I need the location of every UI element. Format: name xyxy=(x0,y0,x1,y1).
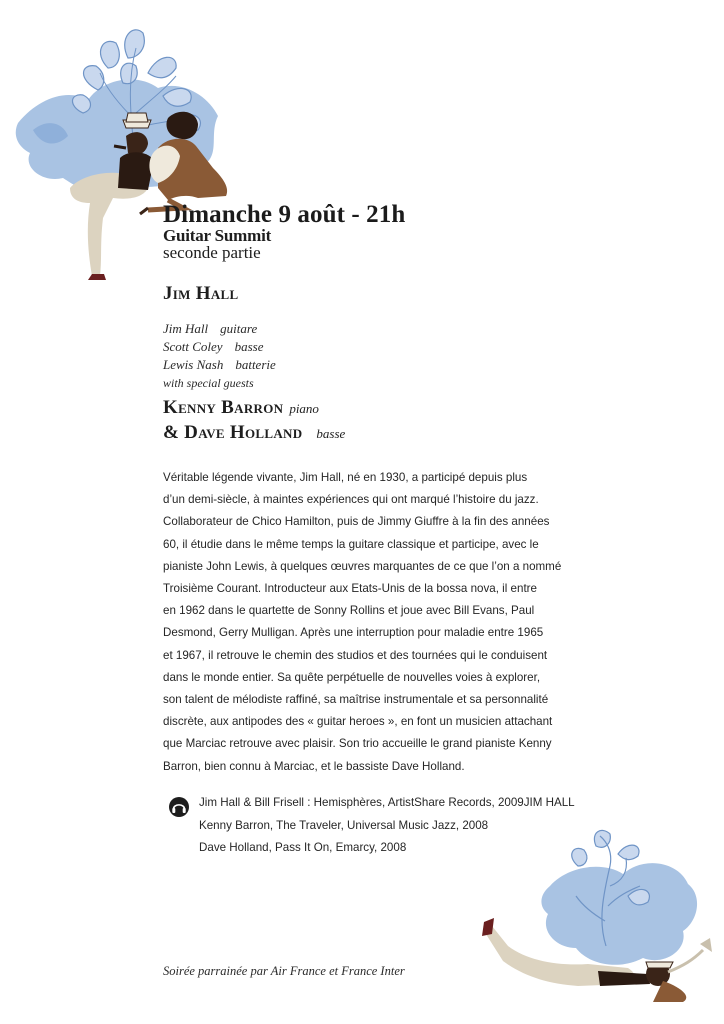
bio-line: 60, il étudie dans le même temps la guitare classique et participe, avec le xyxy=(163,537,539,551)
guest-name: Kenny Barron xyxy=(163,397,284,418)
headliner-name: Jim Hall xyxy=(163,283,239,304)
event-header xyxy=(163,201,663,262)
musician-instrument: batterie xyxy=(235,357,276,372)
headphones-icon xyxy=(168,796,190,818)
musician-name: Scott Coley xyxy=(163,339,223,354)
event-subtitle: seconde partie xyxy=(163,243,261,262)
lineup-row xyxy=(163,338,276,356)
bio-line: discrète, aux antipodes des « guitar heroes », en font un musicien attachant xyxy=(163,715,553,729)
guest-name: & Dave Holland xyxy=(163,422,303,443)
sponsor-footer: Soirée parrainée par Air France et France Inter xyxy=(163,964,405,978)
bio-line: Desmond, Gerry Mulligan. Après une interruption pour maladie entre 1965 xyxy=(163,626,544,640)
musician-name: Jim Hall xyxy=(163,321,209,336)
bio-line: Véritable légende vivante, Jim Hall, né en 1930, a participé depuis plus xyxy=(163,471,528,484)
lineup-row xyxy=(163,320,276,338)
guest-instrument: piano xyxy=(289,401,319,416)
bio-line: dans le monde entier. Sa quête perpétuelle de nouvelles voies à explorer, xyxy=(163,670,541,684)
discography-item: Dave Holland, Pass It On, Emarcy, 2008 xyxy=(199,841,407,855)
bio-line: Barron, bien connu à Marciac, et le bassiste Dave Holland. xyxy=(163,759,465,773)
bio-line: son talent de mélodiste raffiné, sa maîtrise instrumentale et sa personnalité xyxy=(163,693,549,707)
bio-line: en 1962 dans le quartette de Sonny Rollins et joue avec Bill Evans, Paul xyxy=(163,604,535,618)
bio-line: d’un demi-siècle, à maintes expériences qui ont marqué l’histoire du jazz. xyxy=(163,493,539,507)
lineup-list xyxy=(163,320,276,392)
discography-item: Jim Hall & Bill Frisell : Hemisphères, ArtistShare Records, 2009JIM HALL xyxy=(199,796,575,809)
discography-item: Kenny Barron, The Traveler, Universal Music Jazz, 2008 xyxy=(199,818,489,832)
guests-intro: with special guests xyxy=(163,376,254,390)
special-guest xyxy=(163,422,345,444)
bio-line: que Marciac retrouve avec plaisir. Son trio accueille le grand pianiste Kenny xyxy=(163,737,552,751)
bio-line: Collaborateur de Chico Hamilton, puis de Jimmy Giuffre à la fin des années xyxy=(163,515,550,529)
lineup-row xyxy=(163,356,276,374)
musician-instrument: guitare xyxy=(220,321,258,336)
trumpet-player-illustration-bottom xyxy=(478,826,724,1002)
event-date-time: Dimanche 9 août - 21h xyxy=(163,201,406,228)
biography-text xyxy=(163,467,562,778)
bio-line: et 1967, il retrouve le chemin des studios et des tournées qui le conduisent xyxy=(163,648,548,662)
guest-instrument: basse xyxy=(316,426,346,441)
bio-line: Troisième Courant. Introducteur aux Etats-Unis de la bossa nova, il entre xyxy=(163,582,537,596)
event-title: Guitar Summit xyxy=(163,226,272,245)
special-guest xyxy=(163,397,319,419)
musician-instrument: basse xyxy=(234,339,264,354)
musician-name: Lewis Nash xyxy=(163,357,224,372)
bio-line: pianiste John Lewis, à quelques œuvres marquantes de ce que l’on a nommé xyxy=(163,559,562,573)
